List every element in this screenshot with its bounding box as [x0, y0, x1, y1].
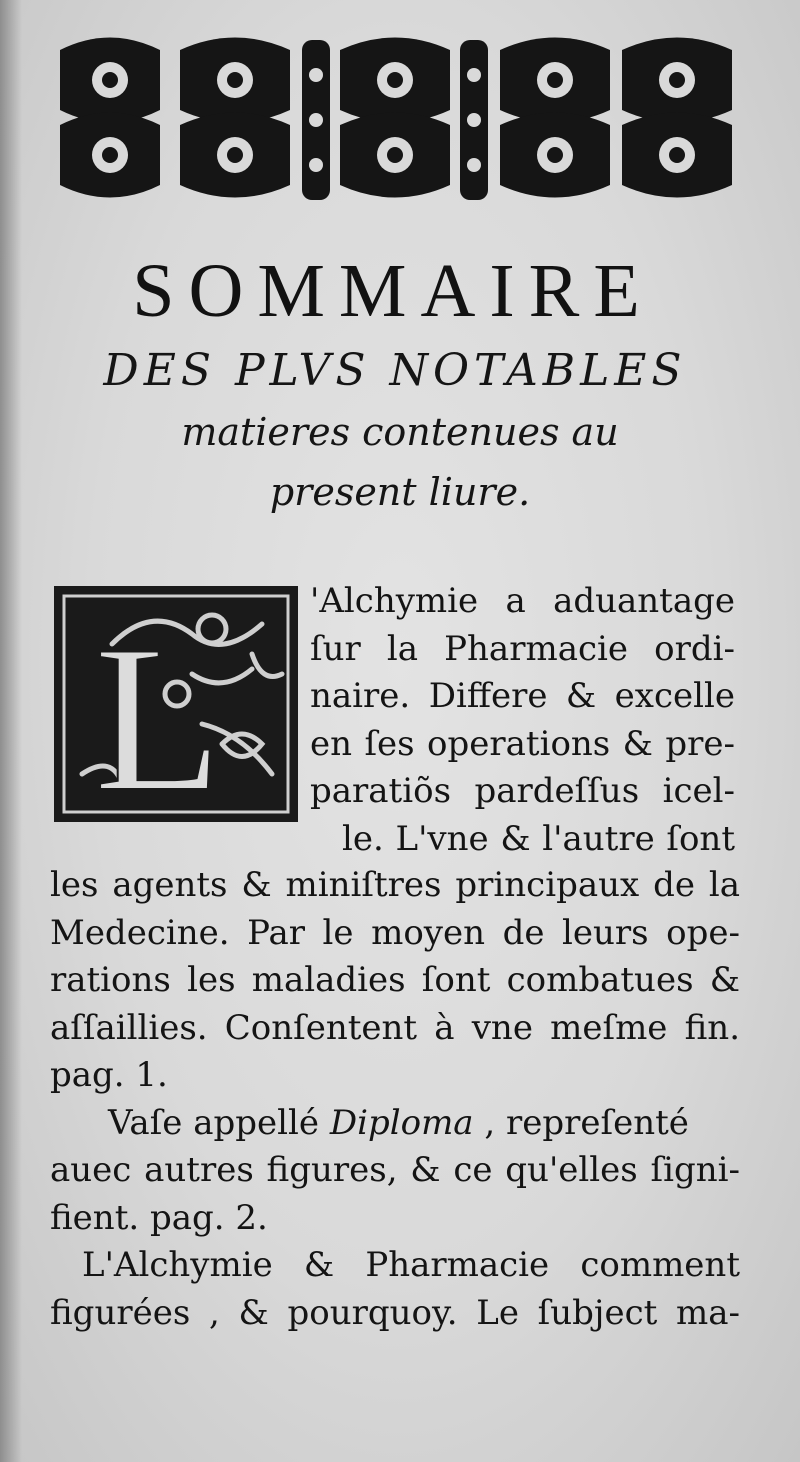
subtitle-line-3: present liure.: [269, 470, 531, 514]
text-span: , repreſenté: [473, 1102, 689, 1143]
ornament-motif-5: [622, 38, 732, 198]
text-line: 'Alchymie a aduantage: [310, 581, 735, 621]
ornament-divider-2: [460, 40, 488, 200]
text-line: rations les maladies ſont combatues &: [50, 960, 740, 1000]
text-line: naire. Differe & excelle: [310, 676, 735, 716]
first-entry-beside-initial: [310, 578, 735, 863]
text-line: fient. pag. 2.: [50, 1197, 268, 1238]
initial-letter: L: [94, 603, 223, 824]
text-line: auec autres figures, & ce qu'elles ſigni-: [50, 1150, 740, 1190]
text-line: figurées , & pourquoy. Le ſubject ma-: [50, 1292, 740, 1333]
text-line: L'Alchymie & Pharmacie comment: [82, 1245, 740, 1285]
text-span: Vaſe appellé: [108, 1102, 330, 1143]
text-line: les agents & miniſtres principaux de la: [50, 865, 740, 905]
headpiece-ornament: [50, 30, 740, 210]
text-line: aſſaillies. Conſentent à vne meſme fin.: [50, 1007, 740, 1048]
text-block: [50, 862, 740, 1337]
subtitle-line-2: matieres contenues au: [181, 410, 619, 454]
text-line: paratiõs pardeſſus icel-: [310, 771, 735, 811]
ornament-motif-3: [340, 38, 450, 198]
ornament-motif-2: [180, 38, 290, 198]
decorated-initial: [52, 584, 300, 824]
ornament-motif-4: [500, 38, 610, 198]
text-line: ſur la Pharmacie ordi-: [310, 628, 735, 669]
italic-term: Diploma: [329, 1102, 474, 1143]
text-line: pag. 1.: [50, 1055, 168, 1095]
ornament-divider-1: [302, 40, 330, 200]
page-title: SOMMAIRE: [132, 249, 654, 333]
text-line: en ſes operations & pre-: [310, 723, 735, 764]
text-line: Medecine. Par le moyen de leurs ope-: [50, 912, 740, 953]
second-entry-line-1: [50, 1100, 740, 1148]
binding-shadow: [0, 0, 22, 1462]
subtitle-line-1: DES PLVS NOTABLES: [103, 345, 687, 396]
text-line: le. L'vne & l'autre ſont: [342, 818, 735, 859]
ornament-motif-1: [60, 38, 160, 198]
